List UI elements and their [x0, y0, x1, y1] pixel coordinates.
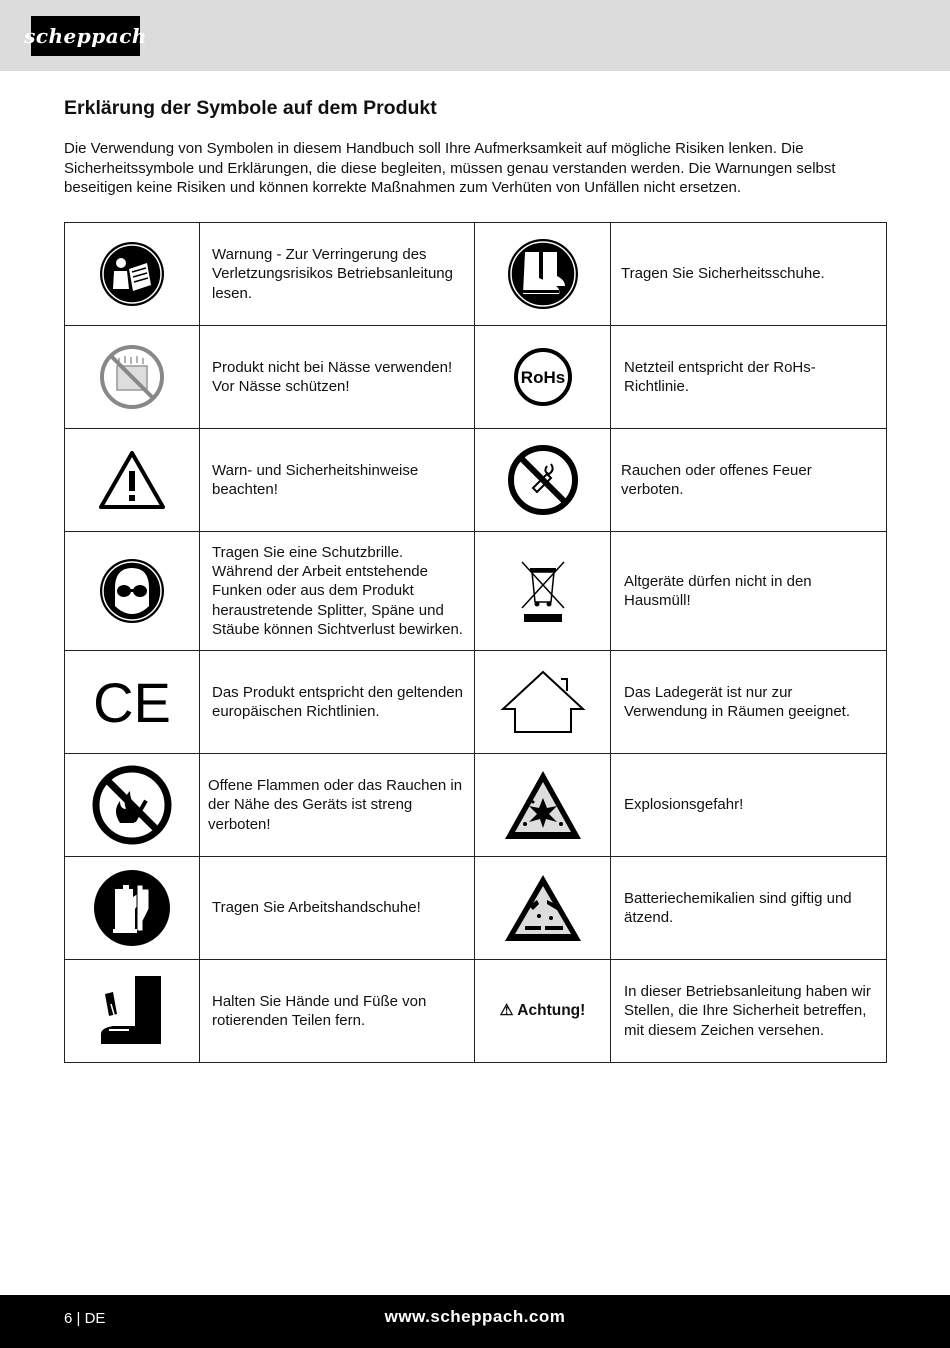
explosion-hazard-icon	[503, 768, 583, 842]
symbol-description: Halten Sie Hände und Füße von rotierenden Teilen fern.	[200, 960, 475, 1063]
achtung-label: ⚠ Achtung!	[499, 1002, 586, 1020]
page-title: Erklärung der Symbole auf dem Produkt	[64, 97, 437, 119]
symbol-description: Offene Flammen oder das Rauchen in der Nähe des Geräts ist streng verboten!	[200, 754, 475, 857]
table-row	[65, 429, 887, 532]
icon-cell	[475, 651, 611, 754]
symbol-description: Rauchen oder offenes Feuer verboten.	[611, 429, 887, 532]
scheppach-logo: scheppach	[31, 16, 140, 56]
icon-cell	[65, 223, 200, 326]
page-separator: |	[76, 1310, 81, 1327]
symbol-description: Netzteil entspricht der RoHs-Richtlinie.	[611, 326, 887, 429]
icon-cell	[65, 960, 200, 1063]
header-bar	[0, 0, 950, 71]
rohs-label: RoHs	[520, 368, 565, 387]
no-open-flame-icon	[92, 765, 172, 845]
symbol-description: Tragen Sie Sicherheitsschuhe.	[611, 223, 887, 326]
foot-rotating-parts-icon	[99, 974, 165, 1048]
icon-cell	[475, 532, 611, 651]
ce-mark-icon	[93, 671, 171, 734]
icon-cell	[475, 429, 611, 532]
icon-cell	[65, 754, 200, 857]
icon-cell	[65, 532, 200, 651]
no-wet-icon	[99, 344, 165, 410]
symbol-description: Warnung - Zur Verringerung des Verletzungsrisikos Betriebsanleitung lesen.	[200, 223, 475, 326]
rohs-icon	[513, 347, 573, 407]
table-row	[65, 326, 887, 429]
icon-cell	[475, 960, 611, 1063]
symbol-description: Altgeräte dürfen nicht in den Hausmüll!	[611, 532, 887, 651]
website-url: www.scheppach.com	[384, 1307, 566, 1326]
icon-cell	[65, 429, 200, 532]
house-indoor-icon	[501, 669, 585, 735]
language-code: DE	[84, 1310, 106, 1327]
table-row	[65, 754, 887, 857]
symbol-description: Tragen Sie Arbeitshandschuhe!	[200, 857, 475, 960]
page-number-value: 6	[64, 1310, 73, 1327]
symbol-description: Batteriechemikalien sind giftig und ätzend.	[611, 857, 887, 960]
symbol-description: Das Produkt entspricht den geltenden europäischen Richtlinien.	[200, 651, 475, 754]
icon-cell	[475, 326, 611, 429]
symbol-description: Produkt nicht bei Nässe verwenden! Vor Nässe schützen!	[200, 326, 475, 429]
no-smoking-fire-icon	[507, 444, 579, 516]
symbol-description: Tragen Sie eine Schutzbrille. Während der Arbeit entstehende Funken oder aus dem Produkt heraustretende Splitter, Späne und Stäube können Sichtverlust bewirken.	[200, 532, 475, 651]
icon-cell	[475, 223, 611, 326]
table-row	[65, 223, 887, 326]
symbol-description: Warn- und Sicherheitshinweise beachten!	[200, 429, 475, 532]
work-gloves-icon	[93, 869, 171, 947]
symbol-description: Explosionsgefahr!	[611, 754, 887, 857]
safety-shoes-icon	[507, 238, 579, 310]
icon-cell	[65, 651, 200, 754]
safety-goggles-icon	[99, 558, 165, 624]
read-manual-icon	[99, 241, 165, 307]
table-row	[65, 960, 887, 1063]
footer-bar	[0, 1295, 950, 1348]
symbols-table	[64, 222, 887, 1063]
symbol-description: In dieser Betriebsanleitung haben wir Stellen, die Ihre Sicherheit betreffen, mit diesem Zeichen versehen.	[611, 960, 887, 1063]
corrosive-hazard-icon	[503, 872, 583, 944]
symbol-description: Das Ladegerät ist nur zur Verwendung in Räumen geeignet.	[611, 651, 887, 754]
weee-bin-icon	[518, 558, 568, 624]
ce-label: CE	[93, 671, 171, 734]
table-row	[65, 651, 887, 754]
warning-triangle-icon	[98, 449, 166, 511]
table-row	[65, 857, 887, 960]
icon-cell	[65, 857, 200, 960]
icon-cell	[65, 326, 200, 429]
intro-paragraph: Die Verwendung von Symbolen in diesem Handbuch soll Ihre Aufmerksamkeit auf mögliche Risiken lenken. Die Sicherheitssymbole und Erklärungen, die diese begleiten, müssen genau verstanden werden. Die Warnungen selbst beseitigen keine Risiken und können korrekte Maßnahmen zum Verhüten von Unfällen nicht ersetzen.	[64, 140, 836, 196]
table-row	[65, 532, 887, 651]
icon-cell	[475, 754, 611, 857]
icon-cell	[475, 857, 611, 960]
